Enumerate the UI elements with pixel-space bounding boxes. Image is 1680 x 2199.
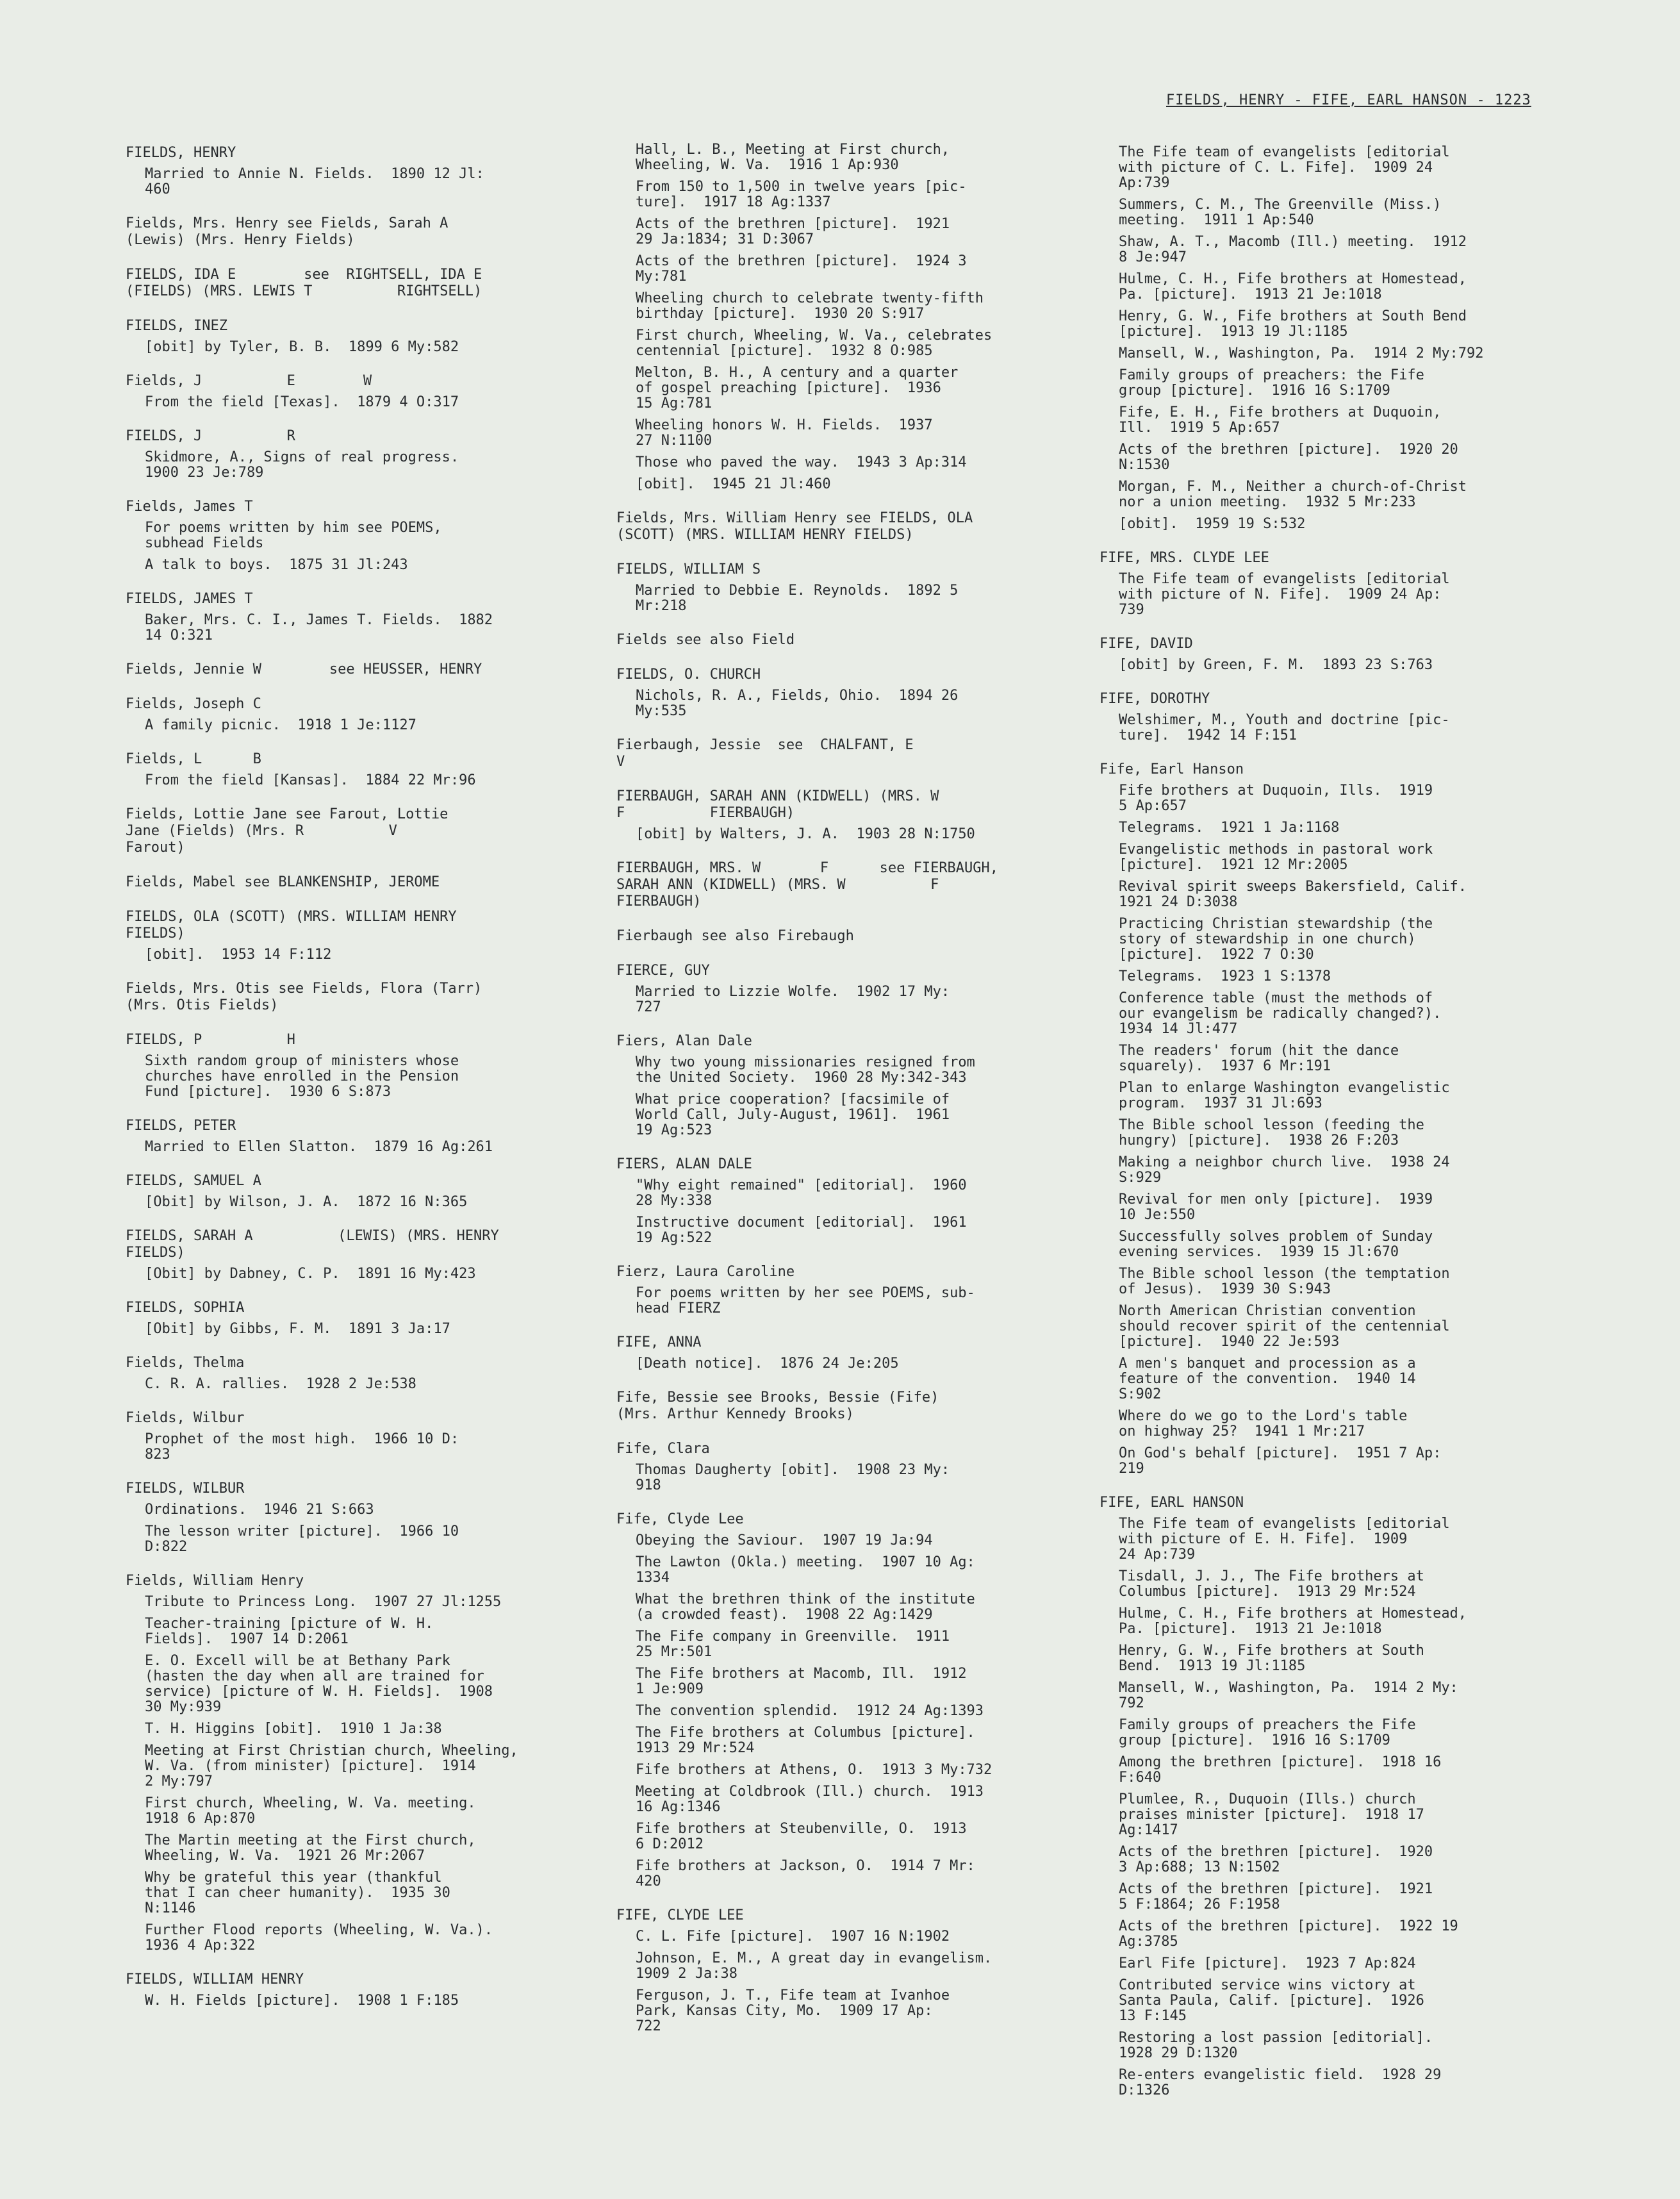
- entry-heading: Fierz, Laura Caroline: [616, 1264, 795, 1280]
- entry-heading: Fields, James T: [126, 499, 253, 515]
- entry-reference: Henry, G. W., Fife brothers at South Bend [picture]. 1913 19 Jl:1185: [1119, 308, 1467, 340]
- entry-reference: [obit]. 1945 21 Jl:460: [636, 476, 831, 492]
- entry-heading: FIELDS, JAMES T: [126, 591, 253, 607]
- entry-reference: Summers, C. M., The Greenville (Miss.) meeting. 1911 1 Ap:540: [1119, 197, 1442, 228]
- entry-heading: Fierbaugh see also Firebaugh: [616, 928, 854, 944]
- entry-reference: The Fife team of evangelists [editorial with picture of C. L. Fife]. 1909 24 Ap:739: [1119, 144, 1450, 191]
- entry-heading: FIFE, DAVID: [1099, 636, 1193, 652]
- entry-reference: Acts of the brethren [picture]. 1920 20 N:1530: [1119, 442, 1458, 473]
- entry-heading: Fields, Joseph C: [126, 696, 261, 712]
- index-entry: [126, 1971, 574, 2009]
- entry-reference: [obit] by Tyler, B. B. 1899 6 My:582: [145, 339, 459, 355]
- entry-reference: Plan to enlarge Washington evangelistic program. 1937 31 Jl:693: [1119, 1080, 1450, 1111]
- entry-heading: FIELDS, WILLIAM S: [616, 561, 761, 577]
- entry-heading: FIELDS, SARAH A (LEWIS) (MRS. HENRY FIELDS): [126, 1228, 499, 1261]
- entry-reference: Further Flood reports (Wheeling, W. Va.). 1936 4 Ap:322: [145, 1922, 493, 1954]
- index-column-3: [1099, 145, 1548, 2116]
- entry-reference: [obit]. 1959 19 S:532: [1119, 516, 1306, 532]
- entry-reference: Why be grateful this year (thankful that I can cheer humanity). 1935 30 N:1146: [145, 1870, 450, 1916]
- index-entry: [126, 981, 574, 1014]
- entry-reference: [obit]. 1953 14 F:112: [145, 947, 332, 963]
- index-entry: [616, 510, 1065, 544]
- entry-reference: Acts of the brethren [picture]. 1922 19 Ag:3785: [1119, 1918, 1458, 1950]
- entry-reference: Obeying the Saviour. 1907 19 Ja:94: [636, 1532, 933, 1548]
- entry-heading: Fields, J E W: [126, 373, 372, 389]
- entry-reference: A men's banquet and procession as a feature of the convention. 1940 14 S:902: [1119, 1356, 1416, 1402]
- index-entry: [126, 661, 574, 678]
- entry-reference: Fife, E. H., Fife brothers at Duquoin, Ill. 1919 5 Ap:657: [1119, 404, 1442, 436]
- entry-reference: Henry, G. W., Fife brothers at South Bend. 1913 19 Jl:1185: [1119, 1643, 1424, 1674]
- entry-heading: Fields see also Field: [616, 632, 795, 648]
- entry-reference: Sixth random group of ministers whose churches have enrolled in the Pension Fund [picture]. 1930 6 S:873: [145, 1053, 459, 1100]
- index-entry: [1099, 691, 1548, 743]
- entry-reference: Re-enters evangelistic field. 1928 29 D:1326: [1119, 2067, 1442, 2098]
- entry-reference: For poems written by him see POEMS, subhead Fields: [145, 520, 442, 551]
- entry-heading: FIELDS, PETER: [126, 1118, 236, 1134]
- index-entry: [126, 373, 574, 410]
- entry-reference: The Fife team of evangelists [editorial with picture of N. Fife]. 1909 24 Ap: 739: [1119, 571, 1450, 618]
- index-entry: [616, 667, 1065, 719]
- entry-reference: Fife brothers at Steubenville, O. 1913 6 D:2012: [636, 1821, 967, 1852]
- entry-reference: The Martin meeting at the First church, Wheeling, W. Va. 1921 26 Mr:2067: [145, 1832, 476, 1864]
- index-entry: [126, 1573, 574, 1954]
- index-entry: [616, 561, 1065, 614]
- index-entry: [126, 1355, 574, 1392]
- entry-heading: Fields, Wilbur: [126, 1410, 245, 1426]
- entry-reference: Restoring a lost passion [editorial]. 1928 29 D:1320: [1119, 2030, 1433, 2061]
- index-entry: [126, 1032, 574, 1100]
- entry-reference: Baker, Mrs. C. I., James T. Fields. 1882 14 O:321: [145, 612, 493, 643]
- entry-reference: Mansell, W., Washington, Pa. 1914 2 My:792: [1119, 345, 1484, 361]
- entry-reference: Practicing Christian stewardship (the story of stewardship in one church) [picture]. 1922 7 O:30: [1119, 916, 1433, 963]
- entry-reference: Teacher-training [picture of W. H. Fields]. 1907 14 D:2061: [145, 1616, 434, 1647]
- entry-reference: The Fife brothers at Columbus [picture]. 1913 29 Mr:524: [636, 1725, 975, 1756]
- entry-reference: Revival for men only [picture]. 1939 10 Je:550: [1119, 1191, 1433, 1223]
- entry-reference: Tribute to Princess Long. 1907 27 Jl:1255: [145, 1594, 502, 1610]
- entry-reference: What the brethren think of the institute (a crowded feast). 1908 22 Ag:1429: [636, 1591, 975, 1623]
- entry-reference: A talk to boys. 1875 31 Jl:243: [145, 557, 408, 573]
- entry-reference: Shaw, A. T., Macomb (Ill.) meeting. 1912 8 Je:947: [1119, 234, 1467, 265]
- entry-reference: The Fife brothers at Macomb, Ill. 1912 1 Je:909: [636, 1666, 967, 1697]
- index-entry: [616, 963, 1065, 1015]
- entry-heading: Fields, Mrs. Otis see Fields, Flora (Tarr) (Mrs. Otis Fields): [126, 981, 482, 1013]
- entry-reference: Earl Fife [picture]. 1923 7 Ap:824: [1119, 1955, 1416, 1971]
- index-entry: [126, 215, 574, 249]
- entry-reference: Married to Annie N. Fields. 1890 12 Jl: 460: [145, 166, 484, 197]
- entry-heading: FIELDS, P H: [126, 1032, 295, 1048]
- index-entry: [126, 1118, 574, 1155]
- entry-reference: Those who paved the way. 1943 3 Ap:314: [636, 454, 967, 470]
- index-entry: [616, 1441, 1065, 1493]
- entry-reference: Acts of the brethren [picture]. 1921 5 F:1864; 26 F:1958: [1119, 1881, 1433, 1913]
- entry-reference: From the field [Texas]. 1879 4 O:317: [145, 394, 459, 410]
- entry-reference: The lesson writer [picture]. 1966 10 D:822: [145, 1523, 459, 1555]
- index-column-2: [616, 142, 1065, 2052]
- index-entry: [1099, 550, 1548, 618]
- entry-reference: Morgan, F. M., Neither a church-of-Christ nor a union meeting. 1932 5 Mr:233: [1119, 479, 1467, 510]
- entry-reference: Plumlee, R., Duquoin (Ills.) church praises minister [picture]. 1918 17 Ag:1417: [1119, 1791, 1424, 1838]
- entry-reference: A family picnic. 1918 1 Je:1127: [145, 717, 416, 733]
- entry-reference: Conference table (must the methods of our evangelism be radically changed?). 1934 14 Jl:477: [1119, 990, 1442, 1037]
- index-entry: [126, 1300, 574, 1337]
- entry-reference: Wheeling church to celebrate twenty-fifth birthday [picture]. 1930 20 S:917: [636, 290, 984, 322]
- index-entry: [616, 737, 1065, 770]
- entry-reference: E. O. Excell will be at Bethany Park (hasten the day when all are trained for service) [picture of W. H. Fields]. 1908 30 My:939: [145, 1653, 493, 1715]
- entry-reference: Family groups of preachers: the Fife group [picture]. 1916 16 S:1709: [1119, 367, 1424, 399]
- entry-reference: The Fife company in Greenville. 1911 25 Mr:501: [636, 1629, 950, 1660]
- index-entry: [1099, 145, 1548, 532]
- entry-heading: FIFE, ANNA: [616, 1334, 702, 1350]
- entry-reference: Tisdall, J. J., The Fife brothers at Columbus [picture]. 1913 29 Mr:524: [1119, 1568, 1424, 1600]
- index-entry: [126, 751, 574, 788]
- index-entry: [126, 806, 574, 856]
- entry-heading: Fife, Clara: [616, 1441, 710, 1457]
- index-column-1: [126, 145, 574, 2027]
- entry-reference: Telegrams. 1923 1 S:1378: [1119, 968, 1331, 984]
- index-entry: [616, 1334, 1065, 1372]
- entry-reference: First church, Wheeling, W. Va., celebrates centennial [picture]. 1932 8 O:985: [636, 328, 992, 359]
- entry-reference: [Obit] by Dabney, C. P. 1891 16 My:423: [145, 1266, 476, 1282]
- index-entry: [126, 591, 574, 643]
- entry-reference: Thomas Daugherty [obit]. 1908 23 My: 918: [636, 1462, 950, 1493]
- entry-reference: Contributed service wins victory at Santa Paula, Calif. [picture]. 1926 13 F:145: [1119, 1977, 1424, 2024]
- entry-heading: Fife, Clyde Lee: [616, 1511, 744, 1527]
- entry-reference: Acts of the brethren [picture]. 1924 3 My:781: [636, 253, 967, 285]
- page-header: FIELDS, HENRY - FIFE, EARL HANSON - 1223: [1166, 92, 1531, 108]
- index-entry: [616, 1907, 1065, 2034]
- index-entry: [616, 632, 1065, 649]
- entry-heading: FIERBAUGH, MRS. W F see FIERBAUGH, SARAH ANN (KIDWELL) (MRS. W F FIERBAUGH): [616, 860, 999, 909]
- entry-reference: Acts of the brethren [picture]. 1921 29 Ja:1834; 31 D:3067: [636, 216, 950, 247]
- entry-reference: Evangelistic methods in pastoral work [picture]. 1921 12 Mr:2005: [1119, 842, 1433, 873]
- entry-reference: Telegrams. 1921 1 Ja:1168: [1119, 820, 1340, 836]
- index-entry: [126, 145, 574, 197]
- index-entry: [126, 1410, 574, 1463]
- entry-reference: For poems written by her see POEMS, sub- head FIERZ: [636, 1285, 975, 1316]
- index-entry: [126, 267, 574, 300]
- entry-reference: T. H. Higgins [obit]. 1910 1 Ja:38: [145, 1721, 442, 1737]
- entry-heading: Fields, Mabel see BLANKENSHIP, JEROME: [126, 874, 440, 890]
- index-entry: [126, 1173, 574, 1210]
- entry-reference: Hall, L. B., Meeting at First church, Wheeling, W. Va. 1916 1 Ap:930: [636, 142, 950, 173]
- entry-heading: Fierbaugh, Jessie see CHALFANT, E V: [616, 737, 914, 770]
- entry-heading: Fields, William Henry: [126, 1573, 304, 1589]
- entry-heading: FIFE, CLYDE LEE: [616, 1907, 744, 1923]
- entry-reference: C. R. A. rallies. 1928 2 Je:538: [145, 1376, 416, 1392]
- entry-reference: The Bible school lesson (the temptation of Jesus). 1939 30 S:943: [1119, 1266, 1450, 1297]
- entry-heading: FIELDS, WILLIAM HENRY: [126, 1971, 304, 1987]
- entry-reference: Wheeling honors W. H. Fields. 1937 27 N:1100: [636, 417, 933, 449]
- entry-reference: Ordinations. 1946 21 S:663: [145, 1502, 374, 1518]
- entry-reference: [Death notice]. 1876 24 Je:205: [636, 1356, 899, 1372]
- entry-reference: Meeting at Coldbrook (Ill.) church. 1913 16 Ag:1346: [636, 1784, 984, 1815]
- entry-reference: C. L. Fife [picture]. 1907 16 N:1902: [636, 1929, 950, 1945]
- entry-reference: First church, Wheeling, W. Va. meeting. 1918 6 Ap:870: [145, 1795, 476, 1827]
- entry-reference: "Why eight remained" [editorial]. 1960 28 My:338: [636, 1177, 967, 1209]
- entry-heading: FIFE, DOROTHY: [1099, 691, 1210, 707]
- entry-heading: FIELDS, SOPHIA: [126, 1300, 245, 1316]
- entry-reference: Hulme, C. H., Fife brothers at Homestead, Pa. [picture]. 1913 21 Je:1018: [1119, 1606, 1467, 1637]
- entry-reference: [Obit] by Gibbs, F. M. 1891 3 Ja:17: [145, 1321, 450, 1337]
- entry-reference: What price cooperation? [facsimile of World Call, July-August, 1961]. 1961 19 Ag:523: [636, 1091, 950, 1138]
- entry-heading: Fife, Bessie see Brooks, Bessie (Fife) (Mrs. Arthur Kennedy Brooks): [616, 1390, 939, 1422]
- entry-reference: The readers' forum (hit the dance squarely). 1937 6 Mr:191: [1119, 1043, 1399, 1074]
- index-entry: [1099, 636, 1548, 673]
- index-entry: [126, 318, 574, 355]
- entry-heading: Fields, Mrs. Henry see Fields, Sarah A (Lewis) (Mrs. Henry Fields): [126, 215, 449, 248]
- entry-reference: Skidmore, A., Signs of real progress. 1900 23 Je:789: [145, 449, 459, 481]
- index-entry: [126, 874, 574, 891]
- index-entry: [126, 909, 574, 963]
- entry-reference: [obit] by Walters, J. A. 1903 28 N:1750: [636, 826, 975, 842]
- entry-reference: Successfully solves problem of Sunday evening services. 1939 15 Jl:670: [1119, 1229, 1433, 1260]
- index-entry: [616, 1264, 1065, 1316]
- index-entry: [1099, 1495, 1548, 2098]
- entry-reference: Making a neighbor church live. 1938 24 S:929: [1119, 1154, 1450, 1186]
- entry-reference: Meeting at First Christian church, Wheeling, W. Va. (from minister) [picture]. 1914 2 My:797: [145, 1743, 518, 1789]
- entry-reference: Revival spirit sweeps Bakersfield, Calif. 1921 24 D:3038: [1119, 879, 1467, 910]
- entry-heading: FIFE, MRS. CLYDE LEE: [1099, 550, 1269, 566]
- entry-heading: FIELDS, O. CHURCH: [616, 667, 761, 683]
- entry-reference: [obit] by Green, F. M. 1893 23 S:763: [1119, 657, 1433, 673]
- index-entry: [616, 1390, 1065, 1423]
- entry-reference: The convention splendid. 1912 24 Ag:1393: [636, 1703, 984, 1719]
- entry-reference: W. H. Fields [picture]. 1908 1 F:185: [145, 1993, 459, 2009]
- entry-reference: Welshimer, M., Youth and doctrine [pic- ture]. 1942 14 F:151: [1119, 712, 1450, 743]
- index-entry: [126, 1481, 574, 1555]
- index-entry: [616, 860, 1065, 910]
- entry-reference: Johnson, E. M., A great day in evangelism. 1909 2 Ja:38: [636, 1950, 992, 1982]
- entry-heading: Fields, Jennie W see HEUSSER, HENRY: [126, 661, 482, 677]
- entry-heading: FIELDS, HENRY: [126, 145, 236, 161]
- entry-reference: Instructive document [editorial]. 1961 19 Ag:522: [636, 1215, 967, 1246]
- index-entry: [126, 428, 574, 481]
- entry-reference: Acts of the brethren [picture]. 1920 3 Ap:688; 13 N:1502: [1119, 1844, 1433, 1875]
- index-entry: [126, 696, 574, 733]
- entry-reference: Why two young missionaries resigned from the United Society. 1960 28 My:342-343: [636, 1054, 975, 1086]
- entry-reference: North American Christian convention should recover spirit of the centennial [picture]. 1940 22 Je:593: [1119, 1303, 1450, 1350]
- entry-heading: FIELDS, WILBUR: [126, 1481, 245, 1497]
- entry-reference: The Fife team of evangelists [editorial with picture of E. H. Fife]. 1909 24 Ap:739: [1119, 1516, 1450, 1563]
- entry-reference: Married to Debbie E. Reynolds. 1892 5 Mr:218: [636, 583, 959, 614]
- entry-heading: FIERS, ALAN DALE: [616, 1156, 752, 1172]
- index-entry: [616, 788, 1065, 842]
- index-entry: [126, 499, 574, 573]
- entry-heading: FIELDS, SAMUEL A: [126, 1173, 261, 1189]
- entry-reference: Prophet of the most high. 1966 10 D: 823: [145, 1431, 459, 1463]
- entry-heading: FIERBAUGH, SARAH ANN (KIDWELL) (MRS. W F FIERBAUGH): [616, 788, 939, 821]
- entry-reference: The Lawton (Okla.) meeting. 1907 10 Ag: 1334: [636, 1554, 975, 1586]
- entry-heading: Fife, Earl Hanson: [1099, 761, 1244, 777]
- index-entry: [616, 1511, 1065, 1889]
- index-entry: [616, 928, 1065, 945]
- entry-reference: From the field [Kansas]. 1884 22 Mr:96: [145, 772, 476, 788]
- index-entry: [616, 1156, 1065, 1246]
- entry-reference: Nichols, R. A., Fields, Ohio. 1894 26 My:535: [636, 688, 959, 719]
- entry-heading: FIELDS, OLA (SCOTT) (MRS. WILLIAM HENRY FIELDS): [126, 909, 457, 942]
- entry-reference: Where do we go to the Lord's table on highway 25? 1941 1 Mr:217: [1119, 1408, 1408, 1440]
- entry-reference: The Bible school lesson (feeding the hungry) [picture]. 1938 26 F:203: [1119, 1117, 1424, 1149]
- index-entry: [126, 1228, 574, 1282]
- entry-reference: On God's behalf [picture]. 1951 7 Ap: 219: [1119, 1445, 1442, 1477]
- index-entry: [1099, 761, 1548, 1477]
- entry-reference: Ferguson, J. T., Fife team at Ivanhoe Park, Kansas City, Mo. 1909 17 Ap: 722: [636, 1987, 950, 2034]
- entry-heading: Fiers, Alan Dale: [616, 1033, 752, 1049]
- entry-heading: FIELDS, J R: [126, 428, 295, 444]
- entry-heading: Fields, Mrs. William Henry see FIELDS, OLA (SCOTT) (MRS. WILLIAM HENRY FIELDS): [616, 510, 973, 543]
- index-entry: [616, 142, 1065, 492]
- entry-heading: Fields, Thelma: [126, 1355, 245, 1371]
- entry-reference: From 150 to 1,500 in twelve years [pic- ture]. 1917 18 Ag:1337: [636, 179, 967, 210]
- entry-heading: FIELDS, INEZ: [126, 318, 227, 334]
- entry-reference: Fife brothers at Duquoin, Ills. 1919 5 Ap:657: [1119, 783, 1433, 814]
- entry-reference: Hulme, C. H., Fife brothers at Homestead, Pa. [picture]. 1913 21 Je:1018: [1119, 271, 1467, 303]
- entry-reference: Melton, B. H., A century and a quarter of gospel preaching [picture]. 1936 15 Ag:781: [636, 365, 959, 411]
- entry-heading: FIERCE, GUY: [616, 963, 710, 979]
- entry-reference: Among the brethren [picture]. 1918 16 F:640: [1119, 1754, 1442, 1786]
- entry-reference: Married to Lizzie Wolfe. 1902 17 My: 727: [636, 984, 950, 1015]
- index-entry: [616, 1033, 1065, 1138]
- entry-reference: Fife brothers at Athens, O. 1913 3 My:732: [636, 1762, 992, 1778]
- entry-heading: Fields, L B: [126, 751, 261, 767]
- entry-reference: [Obit] by Wilson, J. A. 1872 16 N:365: [145, 1194, 468, 1210]
- entry-heading: FIELDS, IDA E see RIGHTSELL, IDA E (FIELDS) (MRS. LEWIS T RIGHTSELL): [126, 267, 482, 299]
- entry-heading: FIFE, EARL HANSON: [1099, 1495, 1244, 1511]
- entry-reference: Mansell, W., Washington, Pa. 1914 2 My: 792: [1119, 1680, 1458, 1711]
- entry-heading: Fields, Lottie Jane see Farout, Lottie Jane (Fields) (Mrs. R V Farout): [126, 806, 449, 856]
- entry-reference: Family groups of preachers the Fife group [picture]. 1916 16 S:1709: [1119, 1717, 1416, 1748]
- entry-reference: Married to Ellen Slatton. 1879 16 Ag:261: [145, 1139, 493, 1155]
- entry-reference: Fife brothers at Jackson, O. 1914 7 Mr: 420: [636, 1858, 975, 1889]
